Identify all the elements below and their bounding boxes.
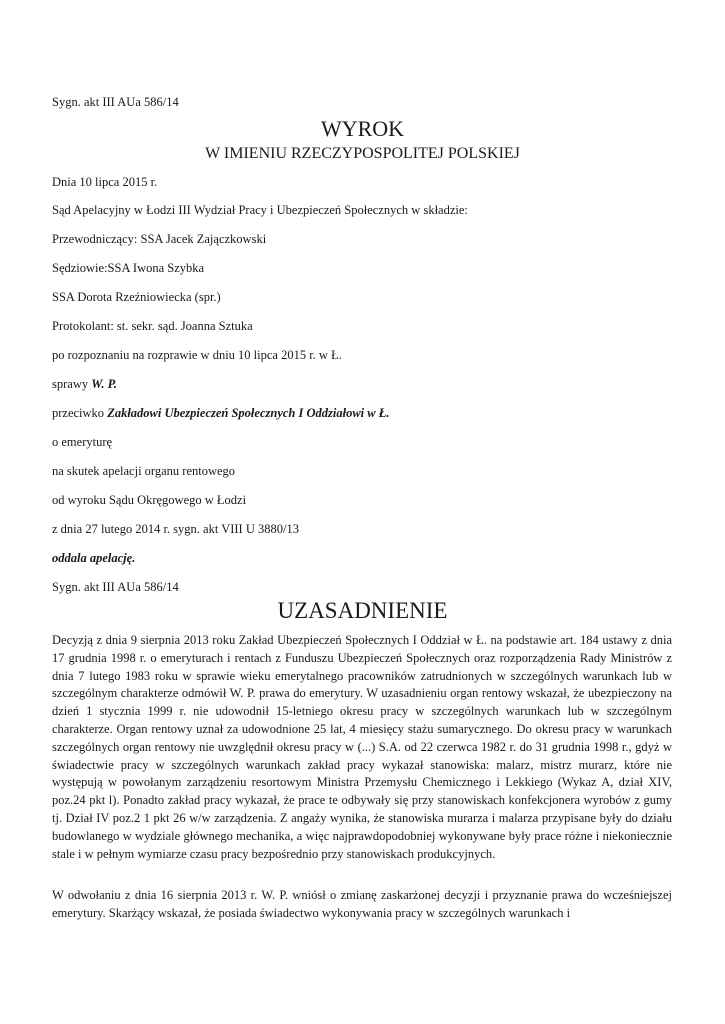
lower-judgment-date: z dnia 27 lutego 2014 r. sygn. akt VIII U 3880/13 (52, 522, 299, 536)
justification-paragraph-2: W odwołaniu z dnia 16 sierpnia 2013 r. W. P. wniósł o zmianę zaskarżonej decyzji i przyznanie prawa do wcześniejszej emerytury. Skarżący wskazał, że posiada świadectwo wykonywania pracy w szczególnych warunkach i (52, 888, 672, 920)
case-party: W. P. (91, 377, 117, 391)
justification-paragraph-1: Decyzją z dnia 9 sierpnia 2013 roku Zakład Ubezpieczeń Społecznych I Oddział w Ł. na podstawie art. 184 ustawy z dnia 17 grudnia 1998 r. o emeryturach i rentach z Funduszu Ubezpieczeń Społecznych oraz rozporządzenia Rady Ministrów z dnia 7 lutego 1983 roku w sprawie wieku emerytalnego pracowników zatrudnionych w szczególnych warunkach lub w szczególnym charakterze odmówił W. P. prawa do emerytury. W uzasadnieniu organ rentowy wskazał, że ubezpieczony na dzień 1 stycznia 1999 r. nie udowodnił 15-letniego okresu pracy w szczególnych warunkach lub w szczególnym charakterze. Organ rentowy uznał za udowodnione 25 lat, 4 miesięcy stażu sumarycznego. Do okresu pracy w warunkach szczególnych organ rentowy nie uwzględnił okresu pracy w (...) S.A. od 22 czerwca 1982 r. do 31 grudnia 1998 r., gdyż w świadectwie pracy w szczególnych warunkach zakład pracy wykazał stanowiska: malarz, mistrz murarz, które nie występują w powołanym zarządzeniu resortowym Ministra Przemysłu Chemicznego i Lekkiego (Wykaz A, dział XIV, poz.24 pkt l). Ponadto zakład pracy wykazał, że prace te odbywały się przy stanowiskach konfekcjonera wyrobów z gumy tj. Dział IV poz.2 1 pkt 26 w/w zarządzenia. Z angaży wynika, że stanowiska murarza i malarza przypisane były do działu budowlanego w wydziale głównego mechanika, a więc najprawdopodobniej wykonywane były prace różne i niekoniecznie stale i w pełnym wymiarze czasu pracy bezpośrednio przy stanowiskach produkcyjnych. (52, 633, 672, 861)
court-clerk: Protokolant: st. sekr. sąd. Joanna Sztuka (52, 319, 253, 333)
against-party: Zakładowi Ubezpieczeń Społecznych I Oddziałowi w Ł. (107, 406, 390, 420)
court-composition: Sąd Apelacyjny w Łodzi III Wydział Pracy i Ubezpieczeń Społecznych w składzie: (52, 203, 468, 217)
presiding-judge: Przewodniczący: SSA Jacek Zajączkowski (52, 232, 267, 246)
judgment-date: Dnia 10 lipca 2015 r. (52, 175, 158, 189)
appeal-info: na skutek apelacji organu rentowego (52, 464, 236, 478)
judgment-subtitle: W IMIENIU RZECZYPOSPOLITEJ POLSKIEJ (205, 145, 520, 162)
hearing-info: po rozpoznaniu na rozprawie w dniu 10 lipca 2015 r. w Ł. (52, 348, 342, 362)
case-line (52, 376, 117, 392)
case-signature-top: Sygn. akt III AUa 586/14 (52, 95, 179, 109)
case-prefix: sprawy (52, 377, 92, 391)
judge-2: SSA Dorota Rzeźniowiecka (spr.) (52, 290, 221, 304)
ruling: oddala apelację. (52, 551, 136, 565)
case-signature-bottom: Sygn. akt III AUa 586/14 (52, 580, 179, 594)
against-prefix: przeciwko (52, 406, 108, 420)
lower-court-judgment: od wyroku Sądu Okręgowego w Łodzi (52, 493, 247, 507)
judge-1: Sędziowie:SSA Iwona Szybka (52, 261, 205, 275)
justification-title: UZASADNIENIE (277, 598, 448, 623)
against-line (52, 405, 389, 421)
case-subject: o emeryturę (52, 435, 113, 449)
judgment-title: WYROK (320, 116, 405, 141)
